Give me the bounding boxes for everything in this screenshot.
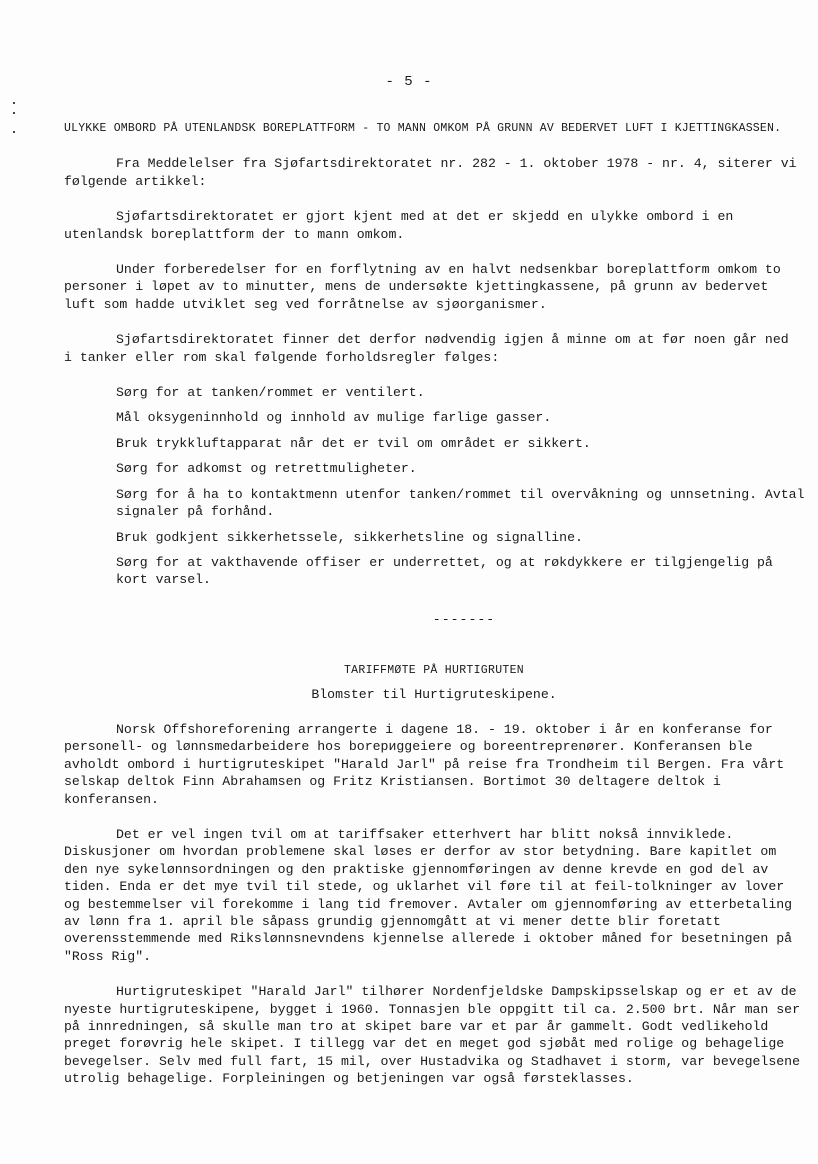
margin-mark (13, 131, 15, 133)
section-title: TARIFFMØTE PÅ HURTIGRUTEN (343, 664, 525, 678)
list-item: Sørg for adkomst og retrettmuligheter. (116, 461, 417, 477)
list-item: Bruk trykkluftapparat når det er tvil om området er sikkert. (116, 435, 591, 451)
safety-rules-list (116, 384, 806, 589)
list-item: Sørg for at vakthavende offiser er underrettet, og at røkdykkere er tilgjengelig på kort varsel. (116, 554, 773, 588)
paragraph: Sjøfartsdirektoratet finner det derfor nødvendig igjen å minne om at før noen går ned i tanker eller rom skal følgende forholdsregler følges: (64, 332, 789, 365)
section-separator: ------- (432, 611, 496, 627)
paragraph: Norsk Offshoreforening arrangerte i dagene 18. - 19. oktober i år en konferanse for personell- og lønnsmedarbeidere hos borериggeiere og boreentreprenører. Konferansen ble avholdt ombord i hurtigruteskipet "Harald Jarl" på reise fra Trondheim til Bergen. Fra vårt selskap deltok Finn Abrahamsen og Fritz Kristiansen. Bortimot 30 deltagere deltok i konferansen. (64, 721, 785, 807)
list-item: Sørg for å ha to kontaktmenn utenfor tanken/rommet til overvåkning og unnsetning. Avtal signaler på forhånd. (116, 486, 805, 520)
list-item: Bruk godkjent sikkerhetssele, sikkerhetsline og signalline. (116, 529, 583, 545)
margin-mark (13, 102, 15, 104)
article-heading: ULYKKE OMBORD PÅ UTENLANDSK BOREPLATTFORM - TO MANN OMKOM PÅ GRUNN AV BEDERVET LUFT I KJETTINGKASSEN. (64, 122, 782, 135)
paragraph: Sjøfartsdirektoratet er gjort kjent med at det er skjedd en ulykke ombord i en utenlandsk boreplattform der to mann omkom. (64, 209, 734, 242)
margin-mark (13, 112, 15, 114)
list-item: Sørg for at tanken/rommet er ventilert. (116, 385, 425, 401)
paragraph: Hurtigruteskipet "Harald Jarl" tilhører Nordenfjeldske Dampskipsselskap og er et av de nyeste hurtigruteskipene, bygget i 1960. Tonnasjen ble oppgitt til ca. 2.500 brt. Når man ser på innredningen, så skulle man tro at skipet bare var et par år gammelt. Godt vedlikehold preget forøvrig hele skipet. I tillegg var det en meget god sjøbåt med rolige og behagelige bevegelser. Selv med full fart, 15 mil, over Hustadvika og Stadhavet i storm, var bevegelsene utrolig behagelige. Forpleiningen og betjeningen var også førsteklasses. (64, 984, 800, 1087)
page-content (64, 120, 804, 1088)
list-item: Mål oksygeninnhold og innhold av mulige farlige gasser. (116, 410, 552, 426)
page-number: - 5 - (385, 74, 433, 90)
section-subtitle: Blomster til Hurtigruteskipene. (311, 686, 557, 702)
paragraph: Under forberedelser for en forflytning av en halvt nedsenkbar boreplattform omkom to personer i løpet av to minutter, mens de undersøkte kjettingkassene, på grunn av bedervet luft som hadde utviklet seg ved forråtnelse av sjøorganismer. (64, 262, 781, 312)
paragraph: Det er vel ingen tvil om at tariffsaker etterhvert har blitt nokså innviklede. Diskusjoner om hvordan problemene skal løses er derfor av stor betydning. Bare kapitlet om den nye sykelønnsordningen og den praktiske gjennomføringen av denne krevde en god del av tiden. Enda er det mye tvil til stede, og uklarhet vil føre til at feil-tolkninger av lover og bestemmelser vil forekomme i lang tid fremover. Avtaler om gjennomføring av etterbetaling av lønn fra 1. april ble såpass grundig gjennomgått at vi mener dette blir foretatt overensstemmende med Rikslønnsnevndens kjennelse allerede i oktober måned for besetningen på "Ross Rig". (64, 826, 793, 964)
article-intro: Fra Meddelelser fra Sjøfartsdirektoratet nr. 282 - 1. oktober 1978 - nr. 4, siterer vi følgende artikkel: (64, 156, 797, 189)
